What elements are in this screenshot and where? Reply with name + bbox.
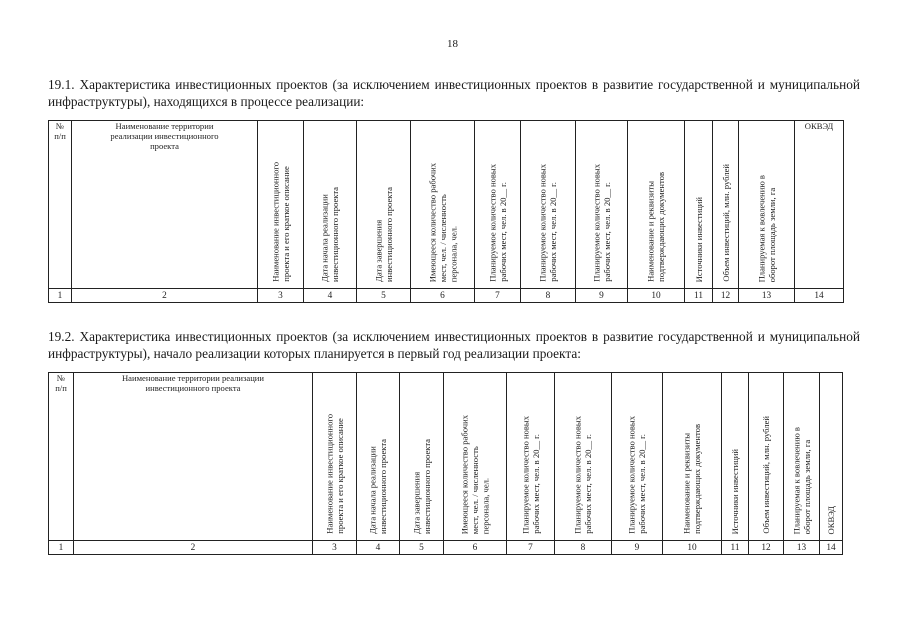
- header-cell-land-area: Планируемая к вовлечению в оборот площадь земли, га: [784, 373, 820, 541]
- column-number: 12: [749, 541, 784, 555]
- header-cell-project-name: Наименование инвестиционного проекта и его краткое описание: [313, 373, 357, 541]
- header-cell-end-date: Дата завершения инвестиционного проекта: [400, 373, 444, 541]
- header-cell-start-date: Дата начала реализации инвестиционного проекта: [304, 121, 357, 289]
- column-number: 1: [49, 541, 74, 555]
- column-number: 5: [357, 289, 411, 303]
- header-cell-volume: Объем инвестиций, млн. рублей: [713, 121, 739, 289]
- column-number: 9: [612, 541, 663, 555]
- header-cell-documents: Наименование и реквизиты подтверждающих документов: [663, 373, 722, 541]
- header-cell-start-date: Дата начала реализации инвестиционного проекта: [357, 373, 400, 541]
- header-cell-number: № п/п: [49, 121, 72, 289]
- investment-table-in-progress: [48, 120, 844, 303]
- header-cell-land-area: Планируемая к вовлечению в оборот площадь земли, га: [739, 121, 795, 289]
- header-cell-planned-jobs-3: Планируемое количество новых рабочих мест, чел. в 20__ г.: [612, 373, 663, 541]
- column-number: 11: [722, 541, 749, 555]
- header-cell-territory: Наименование территории реализации инвестиционного проекта: [72, 121, 258, 289]
- header-cell-project-name: Наименование инвестиционного проекта и его краткое описание: [258, 121, 304, 289]
- header-cell-number: № п/п: [49, 373, 74, 541]
- column-number: 8: [555, 541, 612, 555]
- column-number: 3: [258, 289, 304, 303]
- column-number: 4: [357, 541, 400, 555]
- column-number: 6: [444, 541, 507, 555]
- header-cell-planned-jobs-1: Планируемое количество новых рабочих мест, чел. в 20__ г.: [507, 373, 555, 541]
- column-number: 7: [475, 289, 521, 303]
- header-cell-territory: Наименование территории реализации инвестиционного проекта: [74, 373, 313, 541]
- header-cell-okved: ОКВЭД: [795, 121, 844, 289]
- column-number: 1: [49, 289, 72, 303]
- column-number: 4: [304, 289, 357, 303]
- header-cell-planned-jobs-3: Планируемое количество новых рабочих мест, чел. в 20__ г.: [576, 121, 628, 289]
- column-number: 10: [628, 289, 685, 303]
- column-number: 5: [400, 541, 444, 555]
- section-heading-19-2: 19.2. Характеристика инвестиционных проектов (за исключением инвестиционных проектов в развитие государственной и муниципальной инфраструктуры), начало реализации которых планируется в первый год реализации проекта:: [48, 329, 860, 361]
- column-number: 12: [713, 289, 739, 303]
- header-cell-sources: Источники инвестиций: [722, 373, 749, 541]
- header-cell-okved: ОКВЭД: [820, 373, 843, 541]
- header-cell-existing-jobs: Имеющееся количество рабочих мест, чел. / численность персонала, чел.: [444, 373, 507, 541]
- column-number: 14: [820, 541, 843, 555]
- header-cell-documents: Наименование и реквизиты подтверждающих документов: [628, 121, 685, 289]
- column-number-row: [49, 541, 843, 555]
- column-number: 9: [576, 289, 628, 303]
- header-cell-sources: Источники инвестиций: [685, 121, 713, 289]
- header-cell-existing-jobs: Имеющееся количество рабочих мест, чел. / численность персонала, чел.: [411, 121, 475, 289]
- column-number: 2: [72, 289, 258, 303]
- column-number: 2: [74, 541, 313, 555]
- header-cell-planned-jobs-2: Планируемое количество новых рабочих мест, чел. в 20__ г.: [521, 121, 576, 289]
- table-header-row: [49, 121, 844, 289]
- column-number: 7: [507, 541, 555, 555]
- column-number: 6: [411, 289, 475, 303]
- column-number-row: [49, 289, 844, 303]
- header-cell-end-date: Дата завершения инвестиционного проекта: [357, 121, 411, 289]
- column-number: 14: [795, 289, 844, 303]
- column-number: 13: [784, 541, 820, 555]
- page-number: 18: [447, 38, 458, 50]
- table-header-row: [49, 373, 843, 541]
- column-number: 3: [313, 541, 357, 555]
- column-number: 11: [685, 289, 713, 303]
- column-number: 13: [739, 289, 795, 303]
- section-heading-19-1: 19.1. Характеристика инвестиционных проектов (за исключением инвестиционных проектов в развитие государственной и муниципальной инфраструктуры), находящихся в процессе реализации:: [48, 77, 860, 109]
- header-cell-volume: Объем инвестиций, млн. рублей: [749, 373, 784, 541]
- column-number: 10: [663, 541, 722, 555]
- column-number: 8: [521, 289, 576, 303]
- header-cell-planned-jobs-1: Планируемое количество новых рабочих мест, чел. в 20__ г.: [475, 121, 521, 289]
- investment-table-planned: [48, 372, 843, 555]
- header-cell-planned-jobs-2: Планируемое количество новых рабочих мест, чел. в 20__ г.: [555, 373, 612, 541]
